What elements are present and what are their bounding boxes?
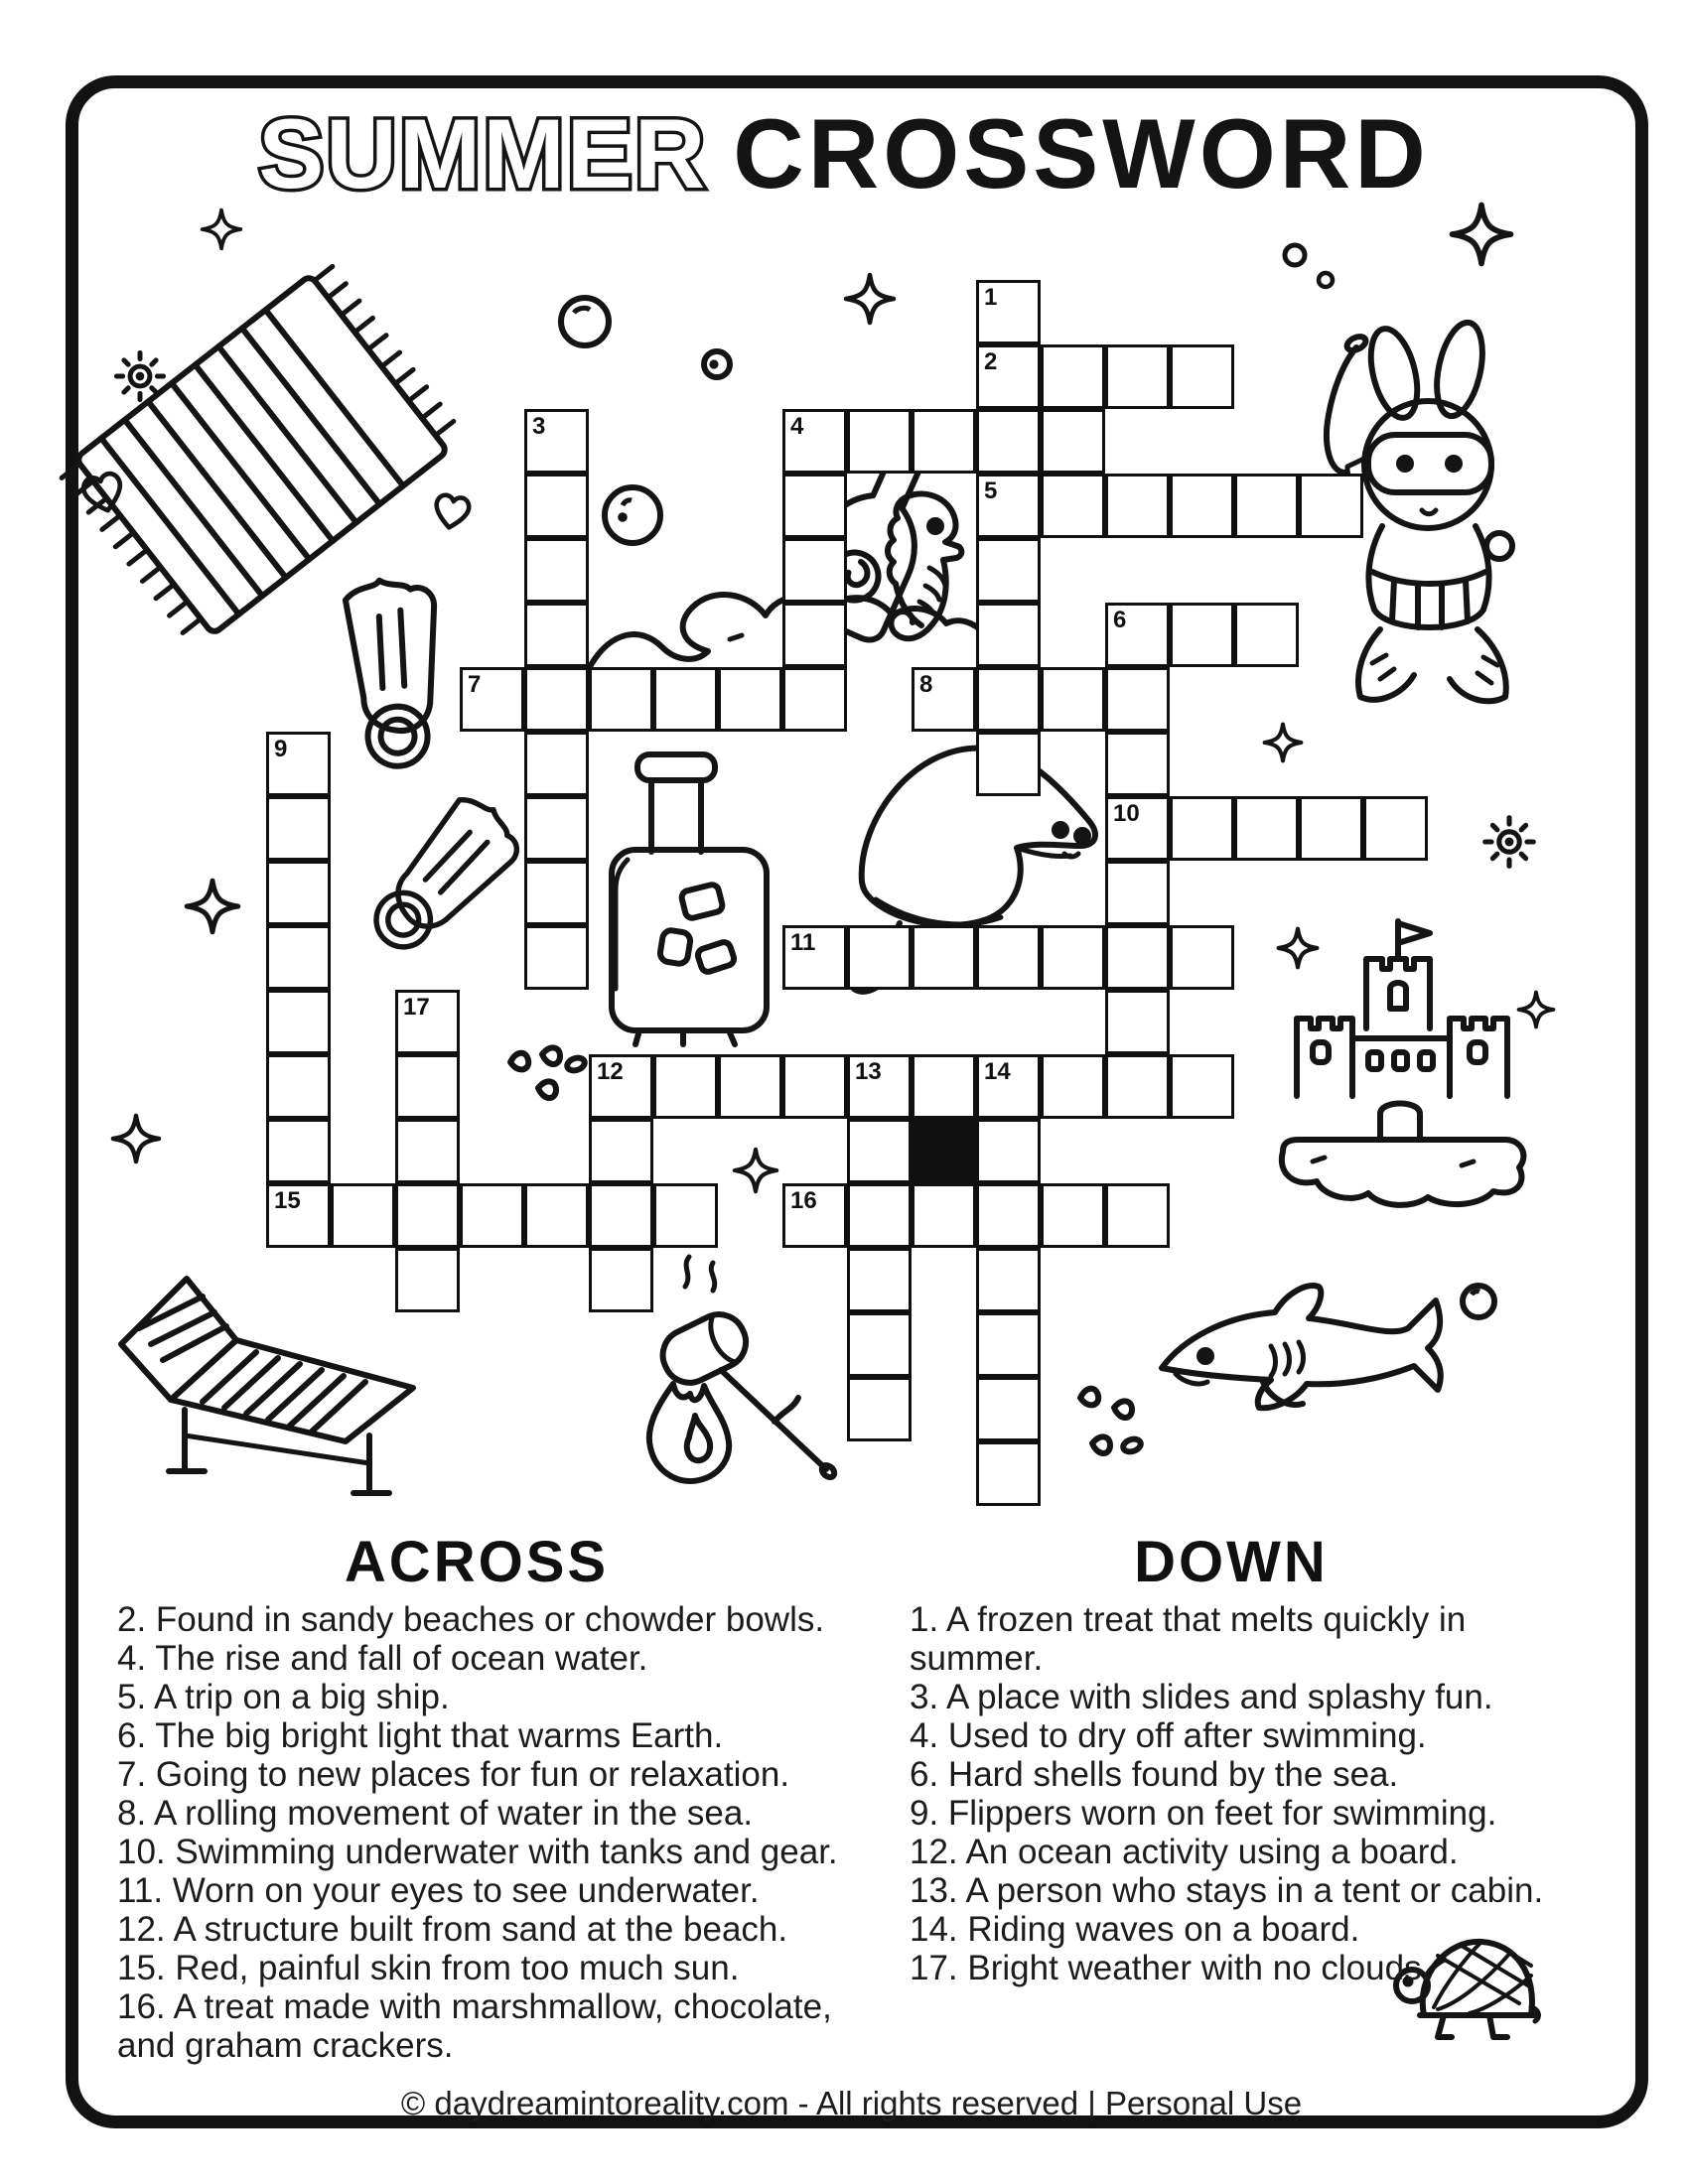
down-clue-line: 1. A frozen treat that melts quickly in: [910, 1600, 1467, 1639]
grid-cell[interactable]: [266, 732, 331, 796]
grid-cell[interactable]: [1041, 409, 1105, 474]
water-drops-icon: [1066, 1382, 1152, 1497]
water-drops-icon: [498, 1042, 588, 1112]
grid-cell[interactable]: [1234, 796, 1299, 861]
down-clue-line: summer.: [910, 1639, 1044, 1678]
page-title: [0, 97, 1688, 210]
grid-cell[interactable]: [912, 925, 976, 990]
bubble-icon: [1316, 270, 1336, 290]
grid-cell[interactable]: [1363, 796, 1428, 861]
grid-cell[interactable]: [589, 1054, 653, 1119]
grid-cell[interactable]: [976, 344, 1041, 409]
grid-cell[interactable]: [524, 732, 589, 796]
across-clue-line: 5. A trip on a big ship.: [117, 1678, 450, 1716]
grid-cell[interactable]: [653, 1183, 718, 1248]
down-clue-line: 6. Hard shells found by the sea.: [910, 1755, 1399, 1794]
across-clue-line: 12. A structure built from sand at the beach.: [117, 1910, 788, 1949]
grid-cell[interactable]: [524, 1183, 589, 1248]
grid-cell[interactable]: [266, 796, 331, 861]
grid-cell[interactable]: [524, 474, 589, 538]
grid-cell[interactable]: [1299, 796, 1363, 861]
bubble-icon: [1281, 241, 1309, 269]
grid-cell[interactable]: [976, 1441, 1041, 1506]
grid-cell[interactable]: [653, 1054, 718, 1119]
grid-cell[interactable]: [1105, 474, 1170, 538]
seahorse-icon: [860, 482, 971, 661]
grid-cell[interactable]: [460, 1183, 524, 1248]
sun-icon: [109, 345, 171, 407]
grid-cell[interactable]: [1170, 925, 1234, 990]
grid-cell[interactable]: [524, 409, 589, 474]
clue-number: 8: [919, 671, 933, 698]
grid-cell[interactable]: [266, 925, 331, 990]
grid-cell[interactable]: [266, 861, 331, 925]
clue-number: 11: [790, 929, 816, 956]
grid-cell[interactable]: [782, 474, 847, 538]
grid-cell[interactable]: [1105, 603, 1170, 667]
grid-cell[interactable]: [782, 1183, 847, 1248]
grid-cell[interactable]: [1170, 603, 1234, 667]
grid-cell[interactable]: [1105, 796, 1170, 861]
grid-cell[interactable]: [524, 538, 589, 603]
grid-cell[interactable]: [976, 1312, 1041, 1377]
grid-cell[interactable]: [782, 925, 847, 990]
grid-cell[interactable]: [395, 1054, 460, 1119]
across-clue-line: 15. Red, painful skin from too much sun.: [117, 1949, 740, 1987]
lounge-chair-icon: [85, 1261, 428, 1527]
grid-cell[interactable]: [1105, 861, 1170, 925]
grid-cell[interactable]: [718, 667, 782, 732]
grid-cell[interactable]: [266, 1054, 331, 1119]
grid-cell[interactable]: [1041, 667, 1105, 732]
down-clue-line: 3. A place with slides and splashy fun.: [910, 1678, 1493, 1716]
clue-number: 16: [790, 1187, 817, 1214]
down-clue-line: 9. Flippers worn on feet for swimming.: [910, 1794, 1497, 1833]
grid-cell[interactable]: [847, 1054, 912, 1119]
grid-cell[interactable]: [1105, 1054, 1170, 1119]
grid-cell[interactable]: [847, 925, 912, 990]
grid-cell[interactable]: [1041, 474, 1105, 538]
grid-cell[interactable]: [1105, 1183, 1170, 1248]
grid-cell[interactable]: [847, 1248, 912, 1312]
grid-cell[interactable]: [1041, 925, 1105, 990]
clue-number: 1: [984, 284, 998, 311]
grid-cell[interactable]: [976, 1183, 1041, 1248]
grid-cell[interactable]: [912, 1054, 976, 1119]
bubble-icon: [556, 293, 614, 350]
grid-cell[interactable]: [976, 925, 1041, 990]
title-word-summer: SUMMER: [258, 98, 708, 208]
grid-cell[interactable]: [847, 1119, 912, 1183]
title-word-crossword: CROSSWORD: [733, 98, 1430, 208]
sandcastle-icon: [1273, 911, 1529, 1257]
grid-cell[interactable]: [1170, 474, 1234, 538]
clue-number: 9: [274, 736, 288, 762]
across-clue-line: 4. The rise and fall of ocean water.: [117, 1639, 648, 1678]
clue-number: 13: [855, 1058, 882, 1085]
across-clue-line: 11. Worn on your eyes to see underwater.: [117, 1871, 760, 1910]
sparkle-icon: [844, 268, 896, 330]
down-clue-line: 4. Used to dry off after swimming.: [910, 1716, 1427, 1755]
grid-cell[interactable]: [976, 280, 1041, 344]
grid-cell[interactable]: [1234, 474, 1299, 538]
grid-cell[interactable]: [847, 1183, 912, 1248]
grid-cell[interactable]: [460, 667, 524, 732]
grid-cell[interactable]: [395, 1119, 460, 1183]
clue-number: 14: [984, 1058, 1011, 1085]
grid-cell[interactable]: [782, 538, 847, 603]
clue-number: 2: [984, 348, 998, 375]
sparkle-icon: [111, 1110, 161, 1167]
down-clue-line: 12. An ocean activity using a board.: [910, 1833, 1459, 1871]
grid-cell[interactable]: [976, 732, 1041, 796]
across-clue-line: 10. Swimming underwater with tanks and gear.: [117, 1833, 838, 1871]
down-clue-line: 13. A person who stays in a tent or cabin.: [910, 1871, 1544, 1910]
grid-cell[interactable]: [589, 667, 653, 732]
grid-cell[interactable]: [1105, 990, 1170, 1054]
sparkle-icon: [1450, 197, 1513, 272]
grid-cell[interactable]: [1299, 474, 1363, 538]
grid-cell[interactable]: [1105, 667, 1170, 732]
grid-cell[interactable]: [653, 667, 718, 732]
grid-cell-black: [912, 1119, 976, 1183]
grid-cell[interactable]: [718, 1054, 782, 1119]
grid-cell[interactable]: [524, 796, 589, 861]
grid-cell[interactable]: [976, 538, 1041, 603]
grid-cell[interactable]: [395, 1183, 460, 1248]
clue-number: 17: [403, 994, 430, 1021]
grid-cell[interactable]: [782, 603, 847, 667]
grid-cell[interactable]: [395, 990, 460, 1054]
grid-cell[interactable]: [782, 667, 847, 732]
sun-icon: [1477, 810, 1541, 874]
grid-cell[interactable]: [976, 1377, 1041, 1441]
across-clue-line: 2. Found in sandy beaches or chowder bowls.: [117, 1600, 825, 1639]
sparkle-icon: [185, 874, 240, 939]
across-clue-line: 6. The big bright light that warms Earth.: [117, 1716, 724, 1755]
across-clues: [117, 1600, 892, 2065]
clue-number: 4: [790, 413, 804, 440]
grid-cell[interactable]: [976, 474, 1041, 538]
sparkle-icon: [201, 205, 242, 254]
footer-credit: © daydreamintoreality.com - All rights reserved | Personal Use: [400, 2085, 1303, 2121]
grid-cell[interactable]: [589, 1183, 653, 1248]
across-clue-line: 8. A rolling movement of water in the sea.: [117, 1794, 754, 1833]
down-clue-line: 17. Bright weather with no clouds.: [910, 1949, 1432, 1987]
grid-cell[interactable]: [912, 409, 976, 474]
grid-cell[interactable]: [1041, 344, 1105, 409]
grid-cell[interactable]: [524, 861, 589, 925]
grid-cell[interactable]: [524, 925, 589, 990]
grid-cell[interactable]: [331, 1183, 395, 1248]
grid-cell[interactable]: [395, 1248, 460, 1312]
grid-cell[interactable]: [976, 667, 1041, 732]
grid-cell[interactable]: [976, 1119, 1041, 1183]
across-clue-line: 16. A treat made with marshmallow, chocolate,: [117, 1987, 832, 2026]
grid-cell[interactable]: [1234, 603, 1299, 667]
grid-cell[interactable]: [912, 1183, 976, 1248]
grid-cell[interactable]: [782, 1054, 847, 1119]
clue-number: 3: [532, 413, 546, 440]
grid-cell[interactable]: [266, 1119, 331, 1183]
grid-cell[interactable]: [976, 409, 1041, 474]
sparkle-icon: [1263, 719, 1303, 766]
grid-cell[interactable]: [912, 667, 976, 732]
grid-cell[interactable]: [847, 1377, 912, 1441]
bubble-icon: [700, 347, 734, 381]
across-heading: ACROSS: [344, 1530, 610, 1594]
grid-cell[interactable]: [1041, 1183, 1105, 1248]
grid-cell[interactable]: [1041, 1054, 1105, 1119]
grid-cell[interactable]: [524, 667, 589, 732]
grid-cell[interactable]: [976, 603, 1041, 667]
clue-number: 7: [468, 671, 482, 698]
sparkle-icon: [733, 1144, 778, 1197]
grid-cell[interactable]: [589, 1119, 653, 1183]
clue-number: 12: [597, 1058, 624, 1085]
heart-icon: [425, 484, 478, 537]
down-heading: DOWN: [1134, 1530, 1329, 1594]
grid-cell[interactable]: [1170, 1054, 1234, 1119]
grid-cell[interactable]: [266, 1183, 331, 1248]
clue-number: 5: [984, 478, 998, 504]
grid-cell[interactable]: [1105, 344, 1170, 409]
down-clue-line: 14. Riding waves on a board.: [910, 1910, 1360, 1949]
grid-cell[interactable]: [1170, 796, 1234, 861]
bubble-icon: [1458, 1281, 1499, 1322]
grid-cell[interactable]: [589, 1248, 653, 1312]
down-clues: [910, 1600, 1585, 1987]
clue-number: 6: [1113, 607, 1127, 633]
swim-fin-icon: [309, 561, 475, 788]
clue-number: 10: [1113, 800, 1140, 827]
grid-cell[interactable]: [847, 1312, 912, 1377]
grid-cell[interactable]: [976, 1248, 1041, 1312]
suitcase-icon: [598, 751, 781, 1048]
grid-cell[interactable]: [1170, 344, 1234, 409]
shark-icon: [1144, 1277, 1454, 1453]
grid-cell[interactable]: [782, 409, 847, 474]
grid-cell[interactable]: [1105, 925, 1170, 990]
grid-cell[interactable]: [524, 603, 589, 667]
grid-cell[interactable]: [1105, 732, 1170, 796]
across-clue-line: 7. Going to new places for fun or relaxation.: [117, 1755, 790, 1794]
grid-cell[interactable]: [976, 1054, 1041, 1119]
grid-cell[interactable]: [847, 409, 912, 474]
grid-cell[interactable]: [266, 990, 331, 1054]
clue-number: 15: [274, 1187, 301, 1214]
across-clue-line: and graham crackers.: [117, 2026, 454, 2065]
